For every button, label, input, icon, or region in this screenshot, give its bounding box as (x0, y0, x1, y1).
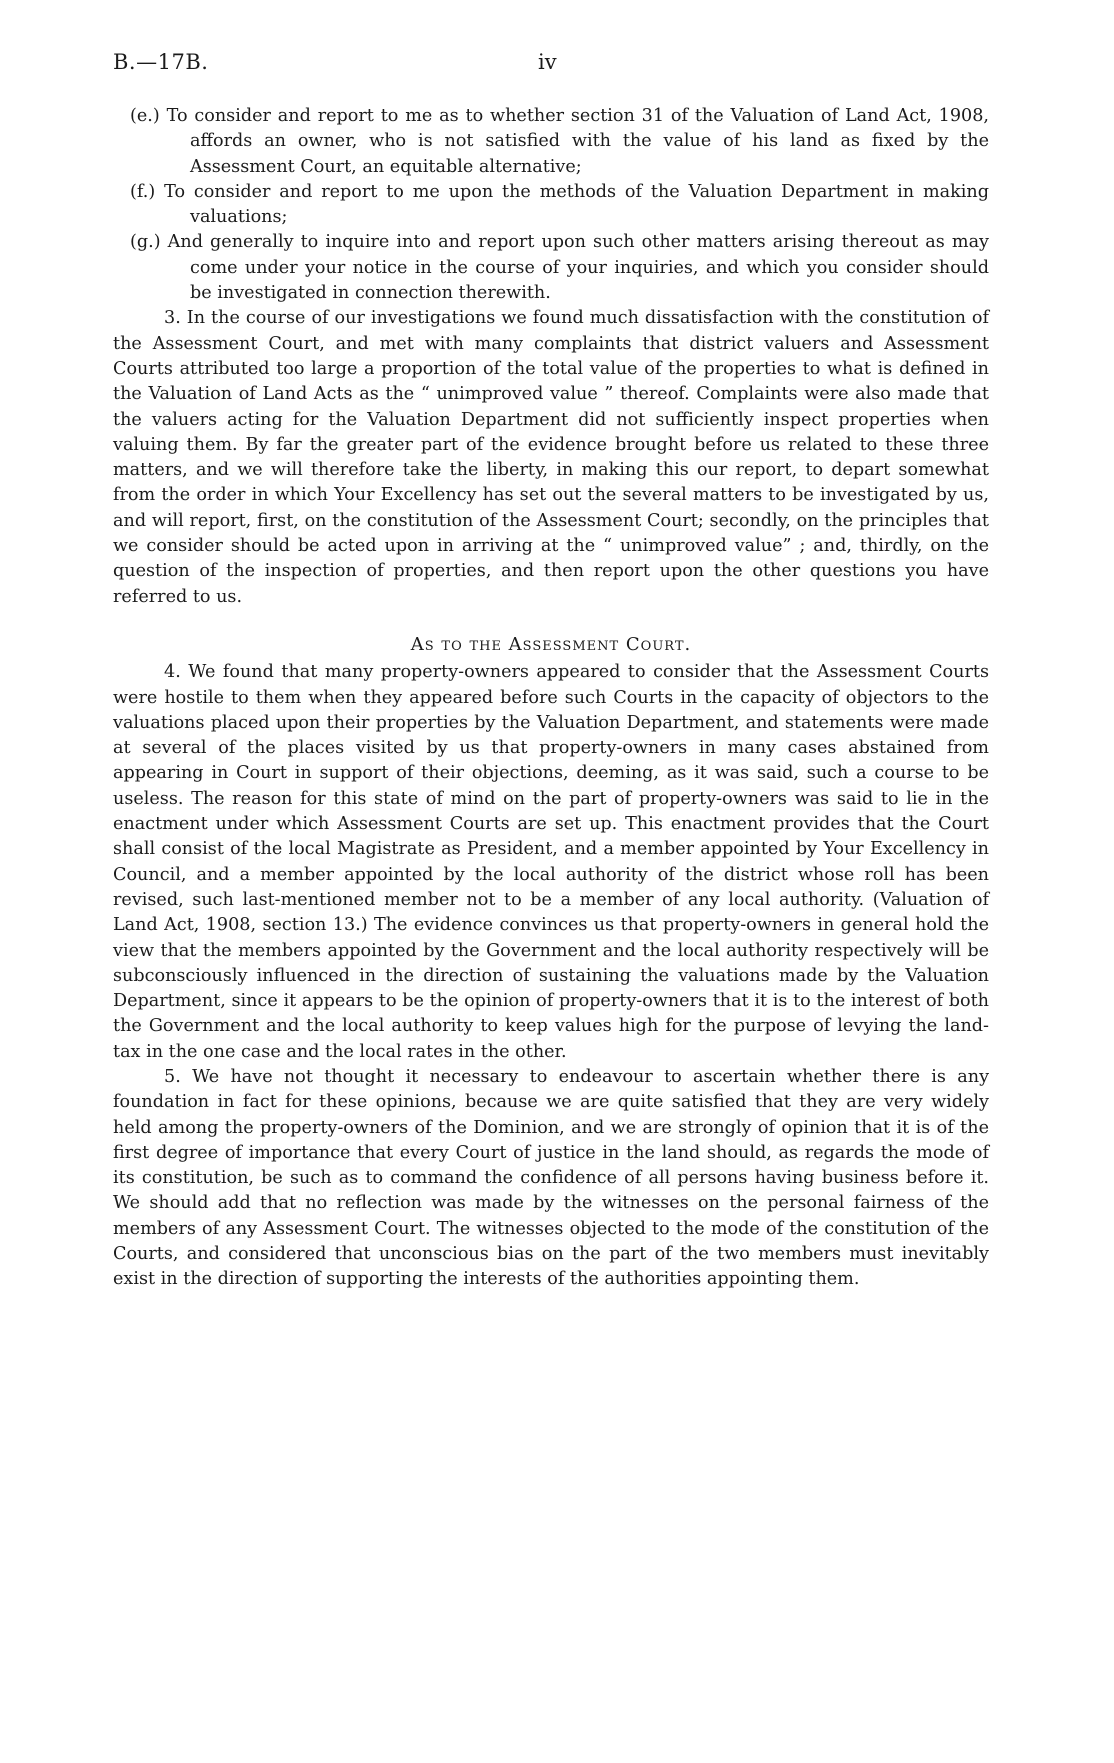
paragraph-text: In the course of our investigations we found much dissatisfaction with the constitution of the Assessment Court, and met with many complaints that district valuers and Assessment Courts attributed too large a proportion of the total value of the properties to what is defined in the Valuation of Land Acts as the “ unimproved value ” thereof. Complaints were also made that the valuers acting for the Valuation Department did not sufficiently inspect properties when valuing them. By far the greater part of the evidence brought before us related to these three matters, and we will therefore take the liberty, in making this our report, to depart somewhat from the order in which Your Excellency has set out the several matters to be investigated by us, and will report, first, on the constitution of the Assessment Court; secondly, on the principles that we consider should be acted upon in arriving at the “ unimproved value” ; and, thirdly, on the question of the inspection of properties, and then report upon the other questions you have referred to us. (113, 308, 989, 607)
sub-item-label: (e.) (130, 106, 160, 126)
paragraph-4 (113, 660, 989, 1065)
document-body (113, 104, 989, 1293)
paragraph-text: We have not thought it necessary to endeavour to ascertain whether there is any foundation in fact for these opinions, because we are quite satisfied that they are very widely held among the property-owners of the Dominion, and we are strongly of opinion that it is of the first degree of importance that every Court of justice in the land should, as regards the mode of its constitution, be such as to command the confidence of all persons having business before it. We should add that no reflection was made by the witnesses on the personal fairness of the members of any Assessment Court. The witnesses objected to the mode of the constitution of the Courts, and considered that unconscious bias on the part of the two members must inevitably exist in the direction of supporting the interests of the authorities appointing them. (113, 1066, 990, 1290)
document-reference: B.—17B. (113, 50, 209, 74)
sub-item-e (113, 104, 989, 180)
paragraph-3 (113, 306, 989, 610)
sub-item-text: And generally to inquire into and report upon such other matters arising thereout as may come under your notice in the course of your inquiries, and which you consider should be investigated in connection therewith. (167, 232, 989, 304)
paragraph-number: 3. (164, 308, 181, 329)
paragraph-number: 4. (164, 662, 181, 683)
sub-item-f (113, 180, 989, 231)
sub-item-label: (g.) (130, 232, 161, 253)
sub-item-text: To consider and report to me upon the methods of the Valuation Department in making valuations; (164, 181, 989, 228)
section-heading: As to the Assessment Court. (410, 633, 692, 655)
paragraph-number: 5. (164, 1066, 181, 1087)
sub-item-text: To consider and report to me as to whether section 31 of the Valuation of Land Act, 1908, affords an owner, who is not satisfied with the value of his land as fixed by the Assessment Court, an equitable alternative; (166, 106, 989, 177)
page-number: iv (538, 50, 557, 74)
sub-item-g (113, 230, 989, 306)
paragraph-text: We found that many property-owners appeared to consider that the Assessment Courts were hostile to them when they appeared before such Courts in the capacity of objectors to the valuations placed upon their properties by the Valuation Department, and statements were made at several of the places visited by us that property-owners in many cases abstained from appearing in Court in support of their objections, deeming, as it was said, such a course to be useless. The reason for this state of mind on the part of property-owners was said to lie in the enactment under which Assessment Courts are set up. This enactment provides that the Court shall consist of the local Magistrate as President, and a member appointed by Your Excellency in Council, and a member appointed by the local authority of the district whose roll has been revised, such last-mentioned member not to be a member of any local authority. (Valuation of Land Act, 1908, section 13.) The evidence convinces us that property-owners in general hold the view that the members appointed by the Government and the local authority respectively will be subconsciously influenced in the direction of sustaining the valuations made by the Valuation Department, since it appears to be the opinion of property-owners that it is to the interest of both the Government and the local authority to keep values high for the purpose of levying the land-tax in the one case and the local rates in the other. (113, 662, 989, 1062)
sub-item-label: (f.) (130, 181, 156, 202)
paragraph-5 (113, 1065, 989, 1293)
page-header (0, 50, 1114, 80)
